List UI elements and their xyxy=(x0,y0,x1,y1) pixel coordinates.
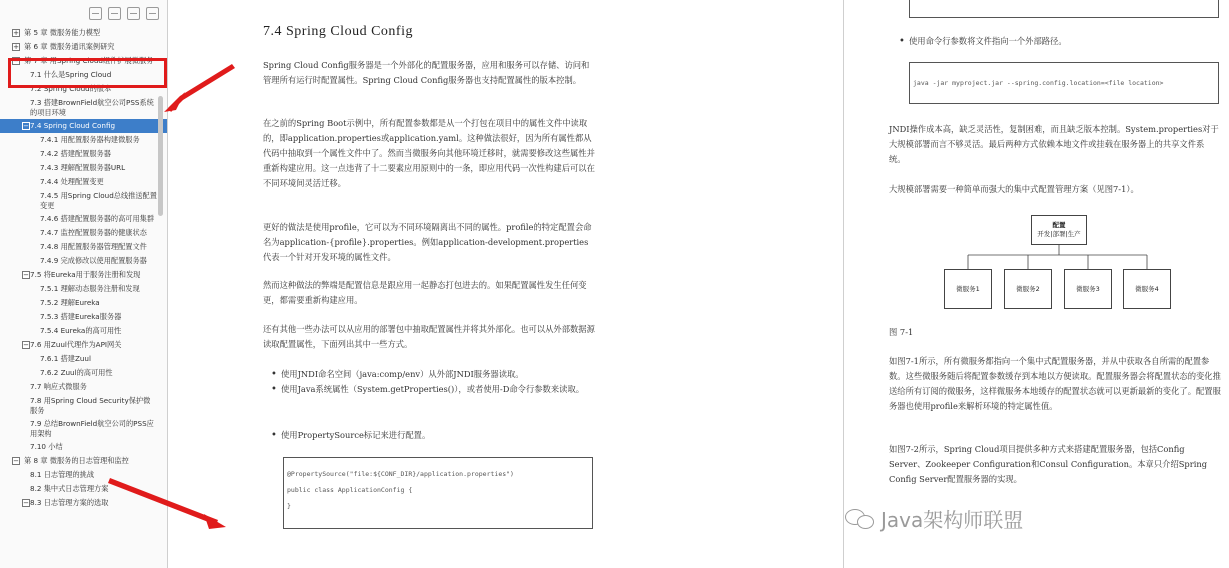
toc-item[interactable] xyxy=(0,40,167,54)
code-block-java-jar: java -jar myproject.jar --spring.config.location=<file location> xyxy=(909,62,1219,104)
toc-item-label: 7.10 小结 xyxy=(30,442,63,451)
toc-item-label: 7.8 用Spring Cloud Security保护微服务 xyxy=(30,396,151,415)
bullet-command-line: • 使用命令行参数将文件指向一个外部路径。 xyxy=(899,34,1219,49)
paragraph-jndi-cost: JNDI操作成本高，缺乏灵活性，复制困难，而且缺乏版本控制。System.properties对于大规模部署而言不够灵活。最后两种方式依赖本地文件或挂载在服务器上的共享文件系统。 xyxy=(889,124,1219,164)
highlight-box-chapter-7 xyxy=(8,58,167,88)
toc-item-label: 7.6 用Zuul代理作为API网关 xyxy=(30,340,122,349)
toc-item-label: 7.5.1 理解动态服务注册和发现 xyxy=(40,284,140,293)
toc-item[interactable] xyxy=(0,366,167,380)
toc-item-label: 7.5.4 Eureka的高可用性 xyxy=(40,326,122,335)
toc-item[interactable] xyxy=(0,189,167,212)
config-server-title: 配置 xyxy=(1052,221,1066,229)
toc-item[interactable] xyxy=(0,352,167,366)
toc-item[interactable] xyxy=(0,254,167,268)
toc-item[interactable] xyxy=(0,175,167,189)
expand-all-icon[interactable] xyxy=(89,7,102,20)
toc-item-label: 8.3 日志管理方案的选取 xyxy=(30,498,109,507)
toc-item-label: 7.4.4 处理配置变更 xyxy=(40,177,104,186)
figure-7-1-diagram xyxy=(944,215,1174,315)
paragraph-2: 在之前的Spring Boot示例中，所有配置参数都是从一个打包在项目中的属性文件中读取的，即application.properties或application.yaml。这种做法很好，因为所有属性都从代码中抽取到一个属性文件中了。然而当微服务向其他环境迁移时，就需要修改这些属性并重新构建应用。这一点违背了十二要素应用原则中的一条，即应用代码一次性构建后可以在不同环境间灵活迁移。 xyxy=(263,118,595,188)
toc-item[interactable] xyxy=(0,296,167,310)
toc-item[interactable] xyxy=(0,324,167,338)
paragraph-4: 然而这种做法的弊端是配置信息是跟应用一起静态打包进去的。如果配置属性发生任何变更，都需要重新构建应用。 xyxy=(263,280,587,305)
collapse-all-icon[interactable] xyxy=(108,7,121,20)
toc-item-label: 7.4.5 用Spring Cloud总线推送配置变更 xyxy=(40,191,157,210)
toc-item-label: 7.4 Spring Cloud Config xyxy=(30,121,116,130)
toc-item-label: 7.9 总结BrownField航空公司的PSS应用架构 xyxy=(30,419,154,438)
toc-item[interactable] xyxy=(0,468,167,482)
code-line-3: } xyxy=(287,502,291,510)
toc-item[interactable] xyxy=(0,240,167,254)
bullet-system-properties: • 使用Java系统属性（System.getProperties()），或者使用-D命令行参数来读取。 xyxy=(271,382,591,397)
toc-item[interactable] xyxy=(0,454,167,468)
toc-item[interactable] xyxy=(0,226,167,240)
config-server-envs: 开发|部署|生产 xyxy=(1037,230,1081,238)
toc-item-label: 7.4.2 搭建配置服务器 xyxy=(40,149,111,158)
toc-item-label: 8.1 日志管理的挑战 xyxy=(30,470,95,479)
code-block-property-source xyxy=(283,457,593,529)
right-page xyxy=(889,0,1229,568)
toc-item-label: 7.4.6 搭建配置服务器的高可用集群 xyxy=(40,214,155,223)
toc-item[interactable] xyxy=(0,338,167,352)
collapse-toggle-icon[interactable]: − xyxy=(23,271,29,279)
toc-item[interactable] xyxy=(0,380,167,394)
toc-item-label: 7.4.1 用配置服务器构建微服务 xyxy=(40,135,140,144)
paragraph-1: Spring Cloud Config服务器是一个外部化的配置服务器，应用和服务可以存储、访问和管理所有运行时配置属性。Spring Cloud Config服务器也支持配置属性的版本控制。 xyxy=(263,60,590,85)
code-line-1: @PropertySource("file:${CONF_DIR}/application.properties") xyxy=(287,470,514,478)
microservice-2-box: 微服务2 xyxy=(1004,269,1052,309)
toc-item-label: 7.5.3 搭建Eureka服务器 xyxy=(40,312,122,321)
toc-item-label: 7.6.1 搭建Zuul xyxy=(40,354,91,363)
bookmark-icon[interactable] xyxy=(127,7,140,20)
toc-item[interactable] xyxy=(0,310,167,324)
bullet-jndi: • 使用JNDI命名空间（java:comp/env）从外部JNDI服务器读取。 xyxy=(271,367,591,382)
toc-item-label: 7.4.3 理解配置服务器URL xyxy=(40,163,126,172)
toc-item-label: 第 5 章 微服务能力模型 xyxy=(24,28,101,37)
collapse-toggle-icon[interactable]: − xyxy=(13,57,19,65)
code-block-continued xyxy=(909,0,1219,18)
code-line-2: public class ApplicationConfig { xyxy=(287,486,413,494)
toc-item[interactable] xyxy=(0,119,167,133)
collapse-toggle-icon[interactable]: − xyxy=(23,122,29,130)
toc-item-label: 7.4.9 完成修改以使用配置服务器 xyxy=(40,256,147,265)
page-divider xyxy=(843,0,844,568)
collapse-toggle-icon[interactable]: − xyxy=(23,341,29,349)
toc-item[interactable] xyxy=(0,417,167,440)
toc-item-label: 第 8 章 微服务的日志管理和监控 xyxy=(24,456,129,465)
toc-item-label: 7.2 Spring Cloud的版本 xyxy=(30,84,112,93)
toc-item[interactable] xyxy=(0,133,167,147)
wechat-icon xyxy=(845,505,875,531)
document-view xyxy=(168,0,1221,568)
sidebar-scrollbar[interactable] xyxy=(158,96,163,216)
collapse-toggle-icon[interactable]: − xyxy=(23,499,29,507)
left-page xyxy=(263,0,633,568)
toc-item-label: 第 6 章 微服务通讯案例研究 xyxy=(24,42,115,51)
toc-item[interactable] xyxy=(0,212,167,226)
microservice-4-box: 微服务4 xyxy=(1123,269,1171,309)
bookmark-add-icon[interactable] xyxy=(146,7,159,20)
microservice-1-box: 微服务1 xyxy=(944,269,992,309)
toc-list xyxy=(0,26,167,510)
paragraph-3: 更好的做法是使用profile，它可以为不同环境隔离出不同的属性。profile的特定配置会命名为application-{profile}.properties。例如application-development.properties代表一个针对开发环境的属性文件。 xyxy=(263,222,592,262)
toc-item-label: 7.5 将Eureka用于服务注册和发现 xyxy=(30,270,141,279)
paragraph-fig-7-1: 如图7-1所示，所有微服务都指向一个集中式配置服务器，并从中获取各自所需的配置参数。这些微服务随后将配置参数缓存到本地以方便读取。配置服务器会将配置状态的变化推送给所有订阅的微服务，这样微服务本地缓存的配置状态就可以更新最新的变化了。配置服务器也使用profile来解析环境的特定属性值。 xyxy=(889,356,1221,411)
collapse-toggle-icon[interactable]: − xyxy=(13,457,19,465)
sidebar-toolbar xyxy=(0,0,167,26)
paragraph-5: 还有其他一些办法可以从应用的部署包中抽取配置属性并将其外部化。也可以从外部数据源读取配置属性，下面列出其中一些方式。 xyxy=(263,324,595,349)
toc-item-label: 7.4.7 监控配置服务器的健康状态 xyxy=(40,228,147,237)
toc-item[interactable] xyxy=(0,496,167,510)
toc-item-label: 7.4.8 用配置服务器管理配置文件 xyxy=(40,242,147,251)
toc-item-label: 7.7 响应式微服务 xyxy=(30,382,87,391)
toc-item[interactable] xyxy=(0,440,167,454)
page-title: 7.4 Spring Cloud Config xyxy=(263,24,413,39)
watermark xyxy=(845,500,1065,536)
toc-item-label: 7.5.2 理解Eureka xyxy=(40,298,100,307)
toc-item[interactable] xyxy=(0,161,167,175)
figure-caption: 图 7-1 xyxy=(889,327,914,337)
toc-item[interactable] xyxy=(0,147,167,161)
toc-item[interactable] xyxy=(0,394,167,417)
toc-item[interactable] xyxy=(0,96,167,119)
watermark-text: Java架构师联盟 xyxy=(881,507,1024,532)
paragraph-large-scale: 大规模部署需要一种简单而强大的集中式配置管理方案（见图7-1）。 xyxy=(889,184,1139,194)
config-server-box xyxy=(1031,215,1087,245)
toc-item[interactable] xyxy=(0,482,167,496)
toc-item[interactable] xyxy=(0,282,167,296)
paragraph-fig-7-2: 如图7-2所示，Spring Cloud项目提供多种方式来搭建配置服务器，包括Config Server、Zookeeper Configuration和Consul Configuration。本章只介绍Spring Config Server配置服务器的实现。 xyxy=(889,444,1208,484)
expand-toggle-icon[interactable]: + xyxy=(13,29,19,37)
toc-item[interactable] xyxy=(0,26,167,40)
toc-item-label: 第 7 章 用Spring Cloud组件扩展微服务 xyxy=(24,56,154,65)
bullet-property-source: • 使用PropertySource标记来进行配置。 xyxy=(271,428,591,443)
expand-toggle-icon[interactable]: + xyxy=(13,43,19,51)
toc-item-label: 8.2 集中式日志管理方案 xyxy=(30,484,109,493)
toc-item-label: 7.3 搭建BrownField航空公司PSS系统的项目环境 xyxy=(30,98,154,117)
toc-item[interactable] xyxy=(0,268,167,282)
toc-item-label: 7.6.2 Zuul的高可用性 xyxy=(40,368,113,377)
microservice-3-box: 微服务3 xyxy=(1064,269,1112,309)
toc-item-label: 7.1 什么是Spring Cloud xyxy=(30,70,112,79)
